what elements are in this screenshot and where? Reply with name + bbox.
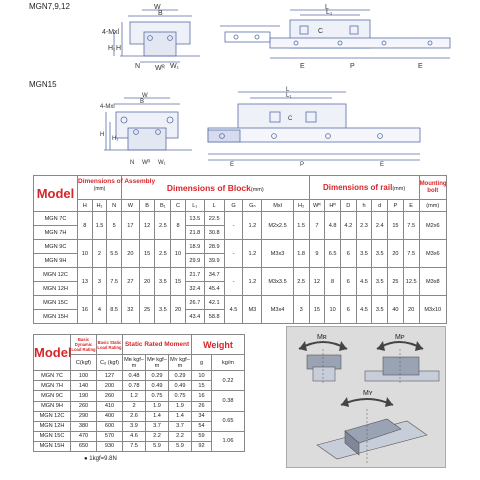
assembly-group-header: Dimensions of Assembly (mm) — [78, 176, 122, 200]
weight-header: Weight — [192, 335, 245, 355]
table-row — [34, 240, 447, 254]
svg-text:P: P — [300, 162, 305, 168]
value-cell: 7.5 — [403, 240, 419, 268]
value-cell: 15 — [309, 296, 325, 324]
model-cell: MGN 15C — [34, 296, 78, 310]
value-cell: 4.2 — [340, 212, 356, 240]
col-header-2: Mʏ kgf–m — [169, 355, 192, 371]
value-cell: 3.5 — [372, 240, 388, 268]
col-header: L₁ — [185, 200, 204, 212]
svg-text:H₁: H₁ — [112, 136, 119, 142]
value-cell: 260 — [71, 401, 97, 411]
value-cell: 45.4 — [204, 282, 224, 296]
value-cell: 1.2 — [243, 212, 262, 240]
value-cell: - — [224, 212, 243, 240]
value-cell: 3.5 — [356, 240, 372, 268]
mgn15-technical-drawing — [100, 86, 480, 168]
svg-text:B: B — [140, 99, 145, 105]
value-cell: M3x4 — [262, 296, 293, 324]
value-cell: 380 — [71, 421, 97, 431]
unit-footnote: ● 1kgf=9.8N — [84, 456, 117, 462]
value-cell: 260 — [97, 391, 123, 401]
value-cell: 2.4 — [372, 212, 388, 240]
block-group-header: Dimensions of Block(mm) — [121, 176, 309, 200]
value-cell: 3.7 — [146, 421, 169, 431]
value-cell: 20 — [171, 296, 186, 324]
value-cell: 3.5 — [372, 268, 388, 296]
value-cell: 32 — [121, 296, 139, 324]
svg-text:L₁: L₁ — [286, 93, 292, 99]
mgn7-heading: MGN7,9,12 — [29, 2, 70, 11]
value-cell: 7.5 — [123, 441, 146, 451]
table-row — [34, 411, 245, 421]
svg-text:E: E — [380, 162, 385, 168]
value-cell: 21.7 — [185, 268, 204, 282]
value-cell: 26.7 — [185, 296, 204, 310]
svg-text:W: W — [154, 4, 161, 11]
col-header: P — [388, 200, 404, 212]
value-cell: 1.5 — [293, 212, 309, 240]
value-cell: 29.9 — [185, 254, 204, 268]
value-cell: 0.49 — [169, 381, 192, 391]
col-header-2: Cₒ (kgf) — [97, 355, 123, 371]
model-cell: MGN 7C — [34, 212, 78, 226]
value-cell: 8 — [171, 212, 186, 240]
value-cell: M3x3 — [262, 240, 293, 268]
my-label: Mʏ — [363, 390, 373, 397]
svg-text:H: H — [116, 45, 122, 52]
value-cell: 200 — [97, 381, 123, 391]
value-cell: 2.5 — [155, 240, 171, 268]
model-cell: MGN 9C — [34, 391, 71, 401]
value-cell: 410 — [97, 401, 123, 411]
col-header: Hᴿ — [325, 200, 341, 212]
value-cell: 32.4 — [185, 282, 204, 296]
model-header-2: Model — [34, 335, 71, 371]
value-cell: 6 — [340, 240, 356, 268]
value-cell: 1.8 — [293, 240, 309, 268]
value-cell: 8 — [325, 268, 341, 296]
value-cell: 2.5 — [293, 268, 309, 296]
value-cell: 25 — [139, 296, 155, 324]
value-cell: 0.75 — [169, 391, 192, 401]
value-cell: 7.5 — [403, 212, 419, 240]
svg-text:L: L — [286, 87, 290, 93]
value-cell: 6 — [340, 268, 356, 296]
value-cell: 2.3 — [356, 212, 372, 240]
value-cell: 8 — [78, 212, 93, 240]
value-cell: 58.8 — [204, 310, 224, 324]
value-cell: 5 — [107, 212, 122, 240]
value-cell: 4.5 — [224, 296, 243, 324]
svg-text:L: L — [325, 4, 329, 11]
model-cell: MGN 15C — [34, 431, 71, 441]
value-cell: 54 — [192, 421, 212, 431]
model-cell: MGN 7H — [34, 381, 71, 391]
value-cell: 28.9 — [204, 240, 224, 254]
table-row — [34, 431, 245, 441]
value-cell: 0.78 — [123, 381, 146, 391]
svg-text:Wᴿ: Wᴿ — [155, 65, 165, 72]
value-cell: 290 — [71, 411, 97, 421]
svg-text:E: E — [300, 63, 305, 70]
static-moment-header: Static Rated Moment — [123, 335, 192, 355]
value-cell: 20 — [121, 240, 139, 268]
value-cell: 5.5 — [107, 240, 122, 268]
value-cell: 3 — [92, 268, 107, 296]
svg-text:Wᴿ: Wᴿ — [142, 160, 151, 166]
mr-label: Mʀ — [317, 334, 327, 341]
value-cell: 400 — [97, 411, 123, 421]
value-cell: 4.5 — [356, 268, 372, 296]
value-cell: 1.4 — [146, 411, 169, 421]
value-cell: 30.8 — [204, 226, 224, 240]
svg-text:C: C — [288, 116, 293, 122]
col-header: Mxl — [262, 200, 293, 212]
value-cell: 3.7 — [169, 421, 192, 431]
value-cell: 470 — [71, 431, 97, 441]
value-cell: 20 — [388, 240, 404, 268]
value-cell: 9 — [309, 240, 325, 268]
value-cell: M3x8 — [419, 268, 446, 296]
value-cell: 1.06 — [212, 431, 245, 451]
col-header: H₂ — [293, 200, 309, 212]
value-cell: 3.5 — [155, 268, 171, 296]
col-header-2: g — [192, 355, 212, 371]
value-cell: 0.49 — [146, 381, 169, 391]
model-header: Model — [34, 176, 78, 212]
table-row — [34, 212, 447, 226]
value-cell: M3 — [243, 296, 262, 324]
svg-text:C: C — [318, 28, 324, 35]
value-cell: 13.5 — [185, 212, 204, 226]
col-header: B — [139, 200, 155, 212]
svg-text:B: B — [158, 10, 163, 17]
col-header: L — [204, 200, 224, 212]
value-cell: 1.9 — [146, 401, 169, 411]
svg-text:E: E — [418, 63, 423, 70]
col-header: W — [121, 200, 139, 212]
value-cell: 18.9 — [185, 240, 204, 254]
svg-text:P: P — [350, 63, 355, 70]
value-cell: 100 — [71, 371, 97, 381]
value-cell: 15 — [139, 240, 155, 268]
rail-group-header: Dimensions of rail(mm) — [309, 176, 419, 200]
value-cell: 20 — [139, 268, 155, 296]
value-cell: 5.9 — [169, 441, 192, 451]
value-cell: 0.29 — [146, 371, 169, 381]
model-cell: MGN 9C — [34, 240, 78, 254]
value-cell: 1.2 — [123, 391, 146, 401]
value-cell: 4.8 — [325, 212, 341, 240]
value-cell: M2x6 — [419, 212, 446, 240]
bolt-unit-header: (mm) — [419, 200, 446, 212]
value-cell: 10 — [192, 371, 212, 381]
model-cell: MGN 9H — [34, 401, 71, 411]
model-cell: MGN 12C — [34, 411, 71, 421]
value-cell: 17 — [121, 212, 139, 240]
value-cell: 7 — [309, 212, 325, 240]
col-header: H — [78, 200, 93, 212]
value-cell: 2.6 — [123, 411, 146, 421]
value-cell: 6.5 — [325, 240, 341, 268]
value-cell: 15 — [171, 268, 186, 296]
svg-text:N: N — [135, 63, 141, 70]
svg-text:E: E — [230, 162, 235, 168]
load-rating-table — [33, 334, 245, 452]
col-header: H₁ — [92, 200, 107, 212]
value-cell: 22.5 — [204, 212, 224, 226]
value-cell: - — [224, 268, 243, 296]
dimensions-table — [33, 175, 447, 324]
value-cell: 10 — [171, 240, 186, 268]
bolt-group-header: Mounting bolt — [419, 176, 446, 200]
value-cell: 4.6 — [123, 431, 146, 441]
value-cell: 43.4 — [185, 310, 204, 324]
value-cell: 26 — [192, 401, 212, 411]
model-cell: MGN 12H — [34, 421, 71, 431]
value-cell: 5.9 — [146, 441, 169, 451]
table-row — [34, 391, 245, 401]
value-cell: 1.2 — [243, 268, 262, 296]
dynamic-load-header: Basic Dynamic Load Rating — [71, 335, 97, 355]
value-cell: 1.5 — [92, 212, 107, 240]
col-header: G — [224, 200, 243, 212]
value-cell: 650 — [71, 441, 97, 451]
col-header: D — [340, 200, 356, 212]
value-cell: 0.29 — [169, 371, 192, 381]
svg-text:W: W — [142, 93, 148, 99]
value-cell: 4 — [92, 296, 107, 324]
col-header: Gₙ — [243, 200, 262, 212]
moment-diagram-panel — [286, 326, 446, 468]
svg-text:H: H — [100, 132, 105, 138]
value-cell: 2.2 — [169, 431, 192, 441]
col-header-2: C(kgf) — [71, 355, 97, 371]
value-cell: 12 — [139, 212, 155, 240]
value-cell: 127 — [97, 371, 123, 381]
svg-text:L₁: L₁ — [326, 9, 333, 16]
mp-label: Mᴘ — [395, 334, 405, 341]
value-cell: 7.5 — [107, 268, 122, 296]
value-cell: 2.2 — [146, 431, 169, 441]
value-cell: 0.65 — [212, 411, 245, 431]
value-cell: 92 — [192, 441, 212, 451]
value-cell: 12 — [309, 268, 325, 296]
value-cell: 8.5 — [107, 296, 122, 324]
value-cell: 34.7 — [204, 268, 224, 282]
col-header: Wᴿ — [309, 200, 325, 212]
value-cell: 0.75 — [146, 391, 169, 401]
value-cell: 10 — [78, 240, 93, 268]
value-cell: - — [224, 240, 243, 268]
value-cell: 40 — [388, 296, 404, 324]
value-cell: 20 — [403, 296, 419, 324]
value-cell: 0.48 — [123, 371, 146, 381]
value-cell: 27 — [121, 268, 139, 296]
value-cell: 190 — [71, 391, 97, 401]
col-header-2: Mᴘ kgf–m — [146, 355, 169, 371]
value-cell: 39.9 — [204, 254, 224, 268]
value-cell: 3 — [293, 296, 309, 324]
value-cell: 2 — [123, 401, 146, 411]
value-cell: M3x6 — [419, 240, 446, 268]
value-cell: 2 — [92, 240, 107, 268]
col-header: E — [403, 200, 419, 212]
value-cell: 12.5 — [403, 268, 419, 296]
moment-diagram — [287, 327, 447, 469]
value-cell: 6 — [340, 296, 356, 324]
value-cell: 0.38 — [212, 391, 245, 411]
value-cell: 0.22 — [212, 371, 245, 391]
value-cell: 13 — [78, 268, 93, 296]
col-header: C — [171, 200, 186, 212]
value-cell: M3x10 — [419, 296, 446, 324]
col-header: N — [107, 200, 122, 212]
value-cell: 4.5 — [356, 296, 372, 324]
value-cell: 15 — [388, 212, 404, 240]
value-cell: 1.4 — [169, 411, 192, 421]
value-cell: 570 — [97, 431, 123, 441]
model-cell: MGN 9H — [34, 254, 78, 268]
value-cell: 34 — [192, 411, 212, 421]
value-cell: 3.5 — [155, 296, 171, 324]
value-cell: 1.2 — [243, 240, 262, 268]
model-cell: MGN 12H — [34, 282, 78, 296]
col-header-2: kg/m — [212, 355, 245, 371]
table-row — [34, 371, 245, 381]
svg-text:4-Mxl: 4-Mxl — [102, 29, 120, 36]
table-row — [34, 268, 447, 282]
col-header-2: Mʀ kgf–m — [123, 355, 146, 371]
model-cell: MGN 12C — [34, 268, 78, 282]
model-cell: MGN 7H — [34, 226, 78, 240]
value-cell: 16 — [192, 391, 212, 401]
value-cell: 140 — [71, 381, 97, 391]
col-header: d — [372, 200, 388, 212]
static-load-header: Basic Static Load Rating — [97, 335, 123, 355]
value-cell: 600 — [97, 421, 123, 431]
value-cell: 3.5 — [372, 296, 388, 324]
value-cell: 15 — [192, 381, 212, 391]
model-cell: MGN 15H — [34, 310, 78, 324]
value-cell: 59 — [192, 431, 212, 441]
svg-text:4-Mxl: 4-Mxl — [100, 104, 115, 110]
value-cell: 10 — [325, 296, 341, 324]
value-cell: 3.9 — [123, 421, 146, 431]
value-cell: 42.1 — [204, 296, 224, 310]
value-cell: 16 — [78, 296, 93, 324]
mgn7-technical-drawing — [100, 4, 480, 74]
col-header: h — [356, 200, 372, 212]
value-cell: 25 — [388, 268, 404, 296]
svg-text:H₁: H₁ — [108, 45, 116, 52]
table-row — [34, 296, 447, 310]
mgn15-heading: MGN15 — [29, 80, 57, 89]
value-cell: 2.5 — [155, 212, 171, 240]
value-cell: M2x2.5 — [262, 212, 293, 240]
model-cell: MGN 15H — [34, 441, 71, 451]
value-cell: M3x3.5 — [262, 268, 293, 296]
svg-text:N: N — [130, 160, 135, 166]
value-cell: 930 — [97, 441, 123, 451]
svg-text:W₁: W₁ — [170, 63, 179, 70]
value-cell: 21.8 — [185, 226, 204, 240]
svg-text:W₁: W₁ — [158, 160, 166, 166]
model-cell: MGN 7C — [34, 371, 71, 381]
col-header: B₁ — [155, 200, 171, 212]
value-cell: 1.9 — [169, 401, 192, 411]
